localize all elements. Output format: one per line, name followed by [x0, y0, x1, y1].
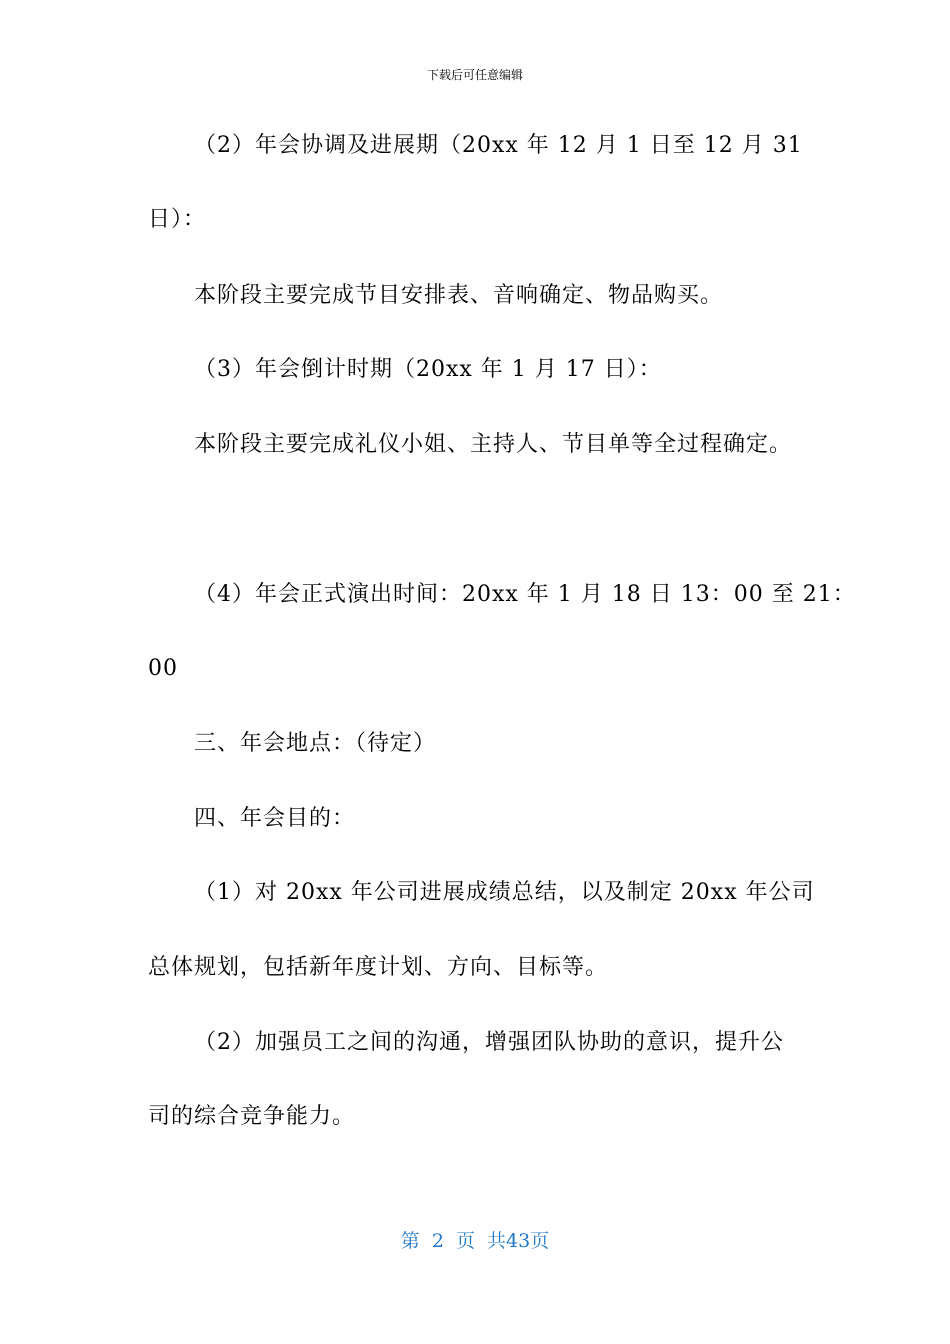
- paragraph-line: 总体规划，包括新年度计划、方向、目标等。: [148, 955, 609, 980]
- total-page-count: 43: [506, 1230, 531, 1252]
- footer-prefix: 第: [400, 1230, 420, 1252]
- paragraph-line: （4）年会正式演出时间：20xx 年 1 月 18 日 13：00 至 21：: [194, 582, 856, 607]
- paragraph-line: 00: [148, 656, 178, 681]
- footer-suffix: 页: [530, 1230, 550, 1252]
- footer-middle: 页 共: [455, 1230, 507, 1252]
- section-heading: 三、年会地点：（待定）: [194, 731, 437, 756]
- paragraph-line: （2）加强员工之间的沟通，增强团队协助的意识，提升公: [194, 1030, 784, 1055]
- paragraph-line: 司的综合竞争能力。: [148, 1104, 356, 1129]
- paragraph-line: 本阶段主要完成节目安排表、音响确定、物品购买。: [194, 283, 724, 308]
- paragraph-line: 日）：: [148, 207, 207, 232]
- current-page-number: 2: [431, 1230, 444, 1252]
- section-heading: 四、年会目的：: [194, 806, 356, 831]
- page-number-footer: [0, 1226, 950, 1253]
- page-header-note: 下载后可任意编辑: [426, 68, 523, 82]
- paragraph-line: （3）年会倒计时期（20xx 年 1 月 17 日）：: [194, 357, 662, 382]
- paragraph-line: （2）年会协调及进展期（20xx 年 12 月 1 日至 12 月 31: [194, 133, 803, 158]
- paragraph-line: （1）对 20xx 年公司进展成绩总结，以及制定 20xx 年公司: [194, 880, 815, 905]
- paragraph-line: 本阶段主要完成礼仪小姐、主持人、节目单等全过程确定。: [194, 432, 793, 457]
